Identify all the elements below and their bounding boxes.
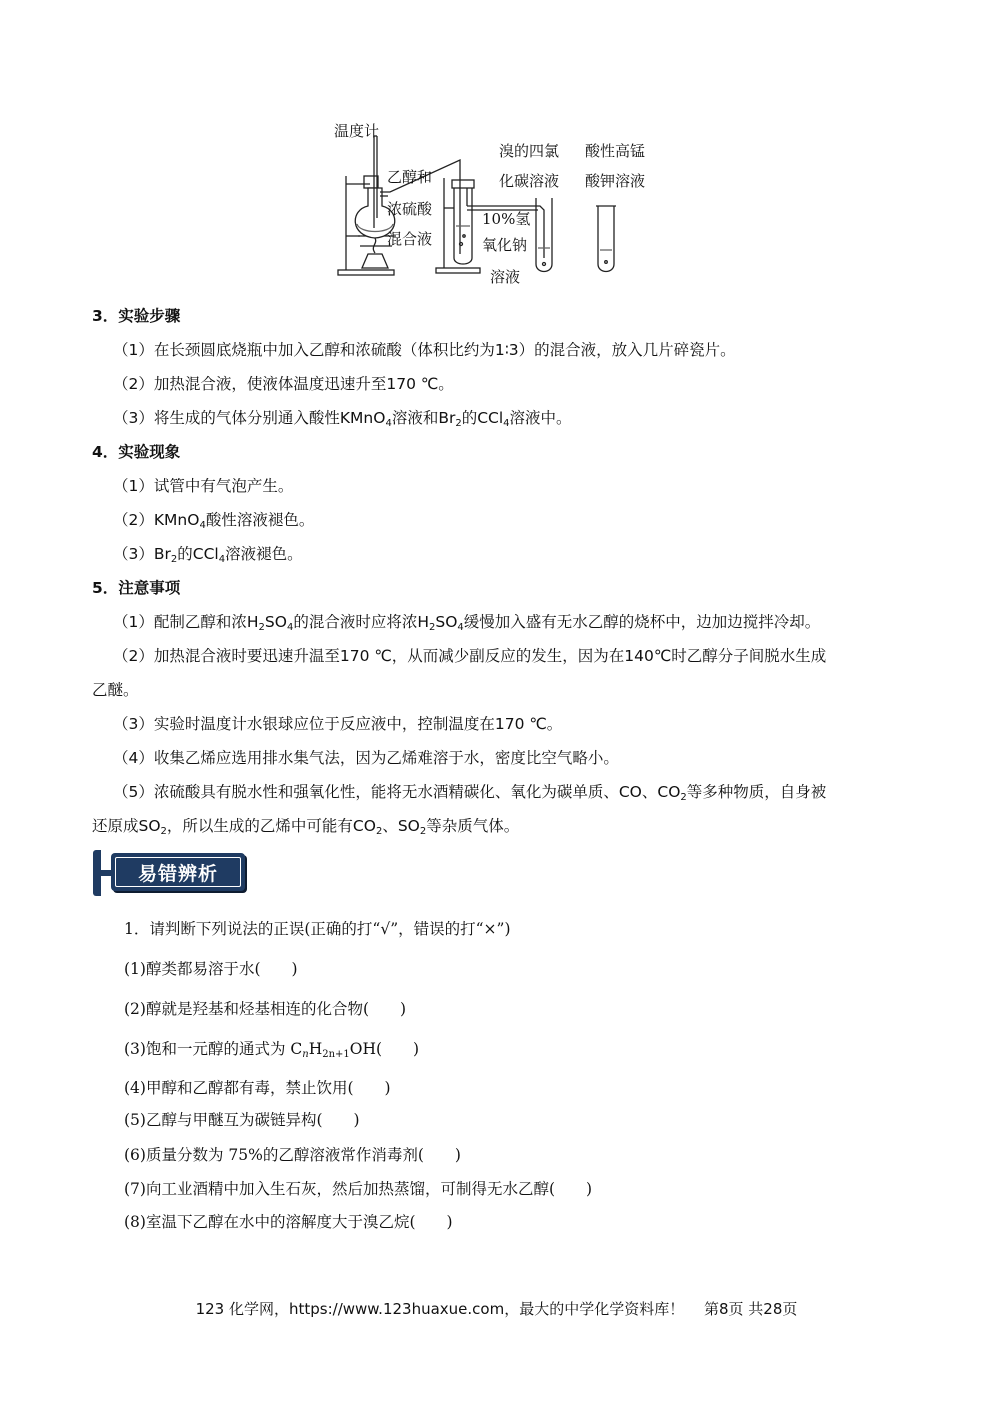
- label-kmno4-line2: 酸钾溶液: [585, 172, 646, 190]
- quiz-item-4: (4)甲醇和乙醇都有毒，禁止饮用( ): [124, 1079, 391, 1097]
- label-naoh-line2: 氧化钠: [482, 236, 528, 254]
- banner-title: 易错辨析: [137, 863, 218, 885]
- quiz-item-2: (2)醇就是羟基和烃基相连的化合物( ): [124, 1000, 407, 1018]
- label-bromine-line2: 化碳溶液: [499, 172, 560, 190]
- label-bromine-line1: 溴的四氯: [499, 142, 560, 160]
- section3-heading: 3．实验步骤: [92, 307, 181, 325]
- label-thermometer: 温度计: [334, 122, 380, 140]
- section5-item2-line2: 乙醚。: [92, 681, 139, 699]
- section5-item5-line1: （5）浓硫酸具有脱水性和强氧化性，能将无水酒精碳化、氧化为碳单质、CO、$CO_2$等多种物质，自身被: [113, 783, 827, 803]
- section4-heading: 4．实验现象: [92, 443, 181, 461]
- quiz-item-5: (5)乙醇与甲醚互为碳链异构( ): [124, 1111, 360, 1129]
- quiz-item-8: (8)室温下乙醇在水中的溶解度大于溴乙烷( ): [124, 1213, 453, 1231]
- label-ethanol-line3: 混合液: [387, 230, 433, 248]
- quiz-item-7: (7)向工业酒精中加入生石灰，然后加热蒸馏，可制得无水乙醇( ): [124, 1180, 593, 1198]
- section5-item3: （3）实验时温度计水银球应位于反应液中，控制温度在170 ℃。: [113, 715, 563, 733]
- section5-item5-line2: 还原成$SO_2$，所以生成的乙烯中可能有$CO_2$、$SO_2$等杂质气体。: [92, 817, 520, 837]
- section3-item3: （3）将生成的气体分别通入酸性KMnO$_4$溶液和$Br_2$的CCl$_4$溶液中。: [113, 409, 572, 429]
- quiz-intro: 1．请判断下列说法的正误(正确的打“√”，错误的打“×”): [124, 920, 511, 938]
- section5-heading: 5．注意事项: [92, 579, 181, 597]
- quiz-item-6: (6)质量分数为 75%的乙醇溶液常作消毒剂( ): [124, 1146, 461, 1164]
- section4-item3: $(3)Br_2$的CCl$_4$溶液褪色。: [113, 545, 303, 565]
- banner-cap: [93, 850, 101, 896]
- section4-item2: （2）KMnO$_4$酸性溶液褪色。: [113, 511, 315, 531]
- page-footer: 123 化学网，https://www.123huaxue.com，最大的中学化学资料库！ 第8页 共28页: [195, 1300, 798, 1318]
- section4-item1: （1）试管中有气泡产生。: [113, 477, 294, 495]
- section5-item2-line1: （2）加热混合液时要迅速升温至170 ℃，从而减少副反应的发生，因为在140℃时乙醇分子间脱水生成: [113, 647, 827, 665]
- label-naoh-line1: 10%氢: [482, 210, 531, 228]
- error-analysis-banner: [93, 850, 247, 896]
- label-ethanol-line2: 浓硫酸: [387, 200, 433, 218]
- section3-item1: （1）在长颈圆底烧瓶中加入乙醇和浓硫酸（体积比约为1∶3）的混合液，放入几片碎瓷片。: [113, 341, 736, 359]
- ethylene-apparatus-diagram: [330, 118, 660, 290]
- banner-box: [111, 853, 245, 891]
- label-naoh-line3: 溶液: [490, 268, 521, 286]
- section3-item2: （2）加热混合液，使液体温度迅速升至170 ℃。: [113, 375, 454, 393]
- stand-base: [338, 270, 394, 275]
- section5-item4: （4）收集乙烯应选用排水集气法，因为乙烯难溶于水，密度比空气略小。: [113, 749, 619, 767]
- label-ethanol-line1: 乙醇和: [387, 168, 433, 186]
- label-kmno4-line1: 酸性高锰: [585, 142, 646, 160]
- section5-item1: （1）配制乙醇和浓$H_2SO_4$的混合液时应将浓$H_2SO_4$缓慢加入盛有无水乙醇的烧杯中，边加边搅拌冷却。: [113, 613, 821, 633]
- quiz-item-3: (3)饱和一元醇的通式为 $C_nH_{2n+1}OH$( ): [124, 1040, 420, 1060]
- quiz-item-1: (1)醇类都易溶于水( ): [124, 960, 298, 978]
